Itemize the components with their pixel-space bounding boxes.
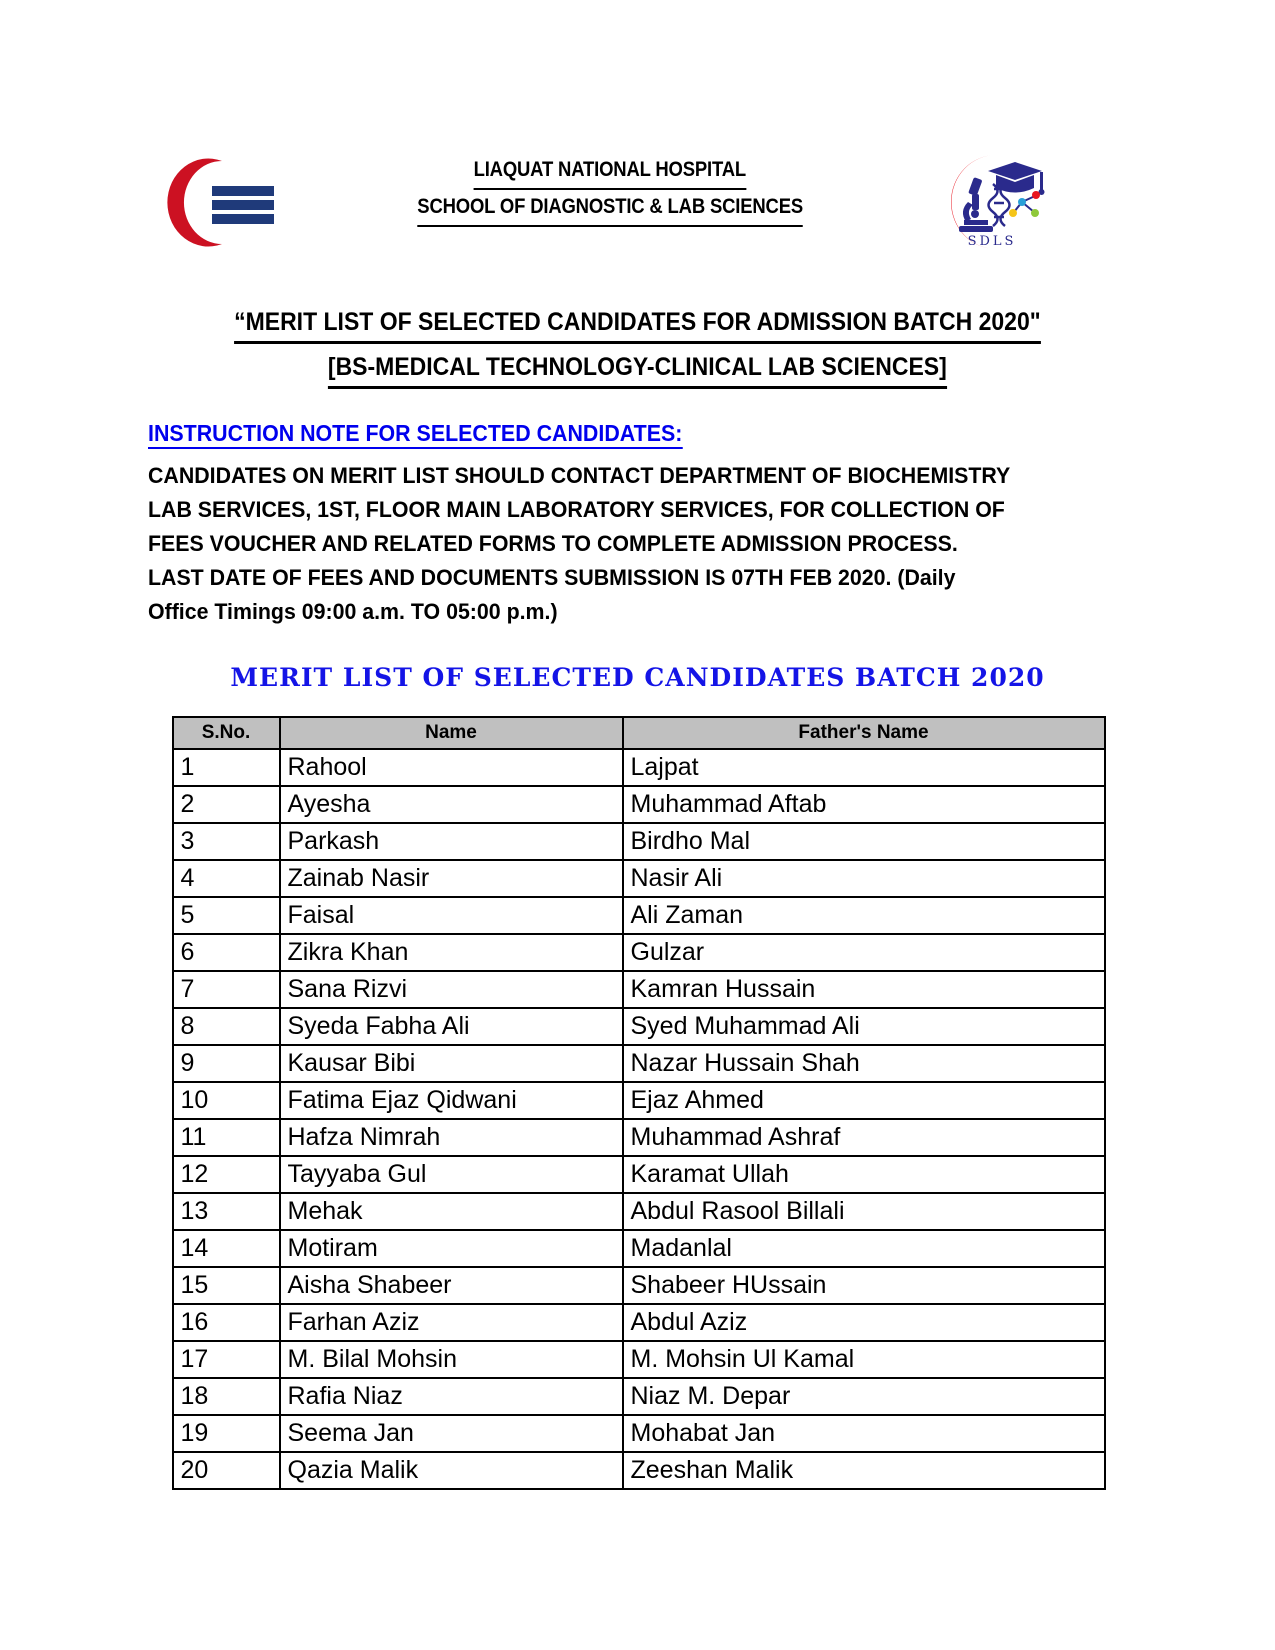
table-row	[173, 786, 1105, 823]
cell-sno: 16	[173, 1304, 280, 1341]
cell-fathers-name: Ejaz Ahmed	[623, 1082, 1105, 1119]
cell-name: Kausar Bibi	[280, 1045, 623, 1082]
cell-sno: 5	[173, 897, 280, 934]
table-row	[173, 1045, 1105, 1082]
page-subtitle: [BS-MEDICAL TECHNOLOGY-CLINICAL LAB SCIENCES]	[328, 348, 947, 389]
table-row	[173, 1378, 1105, 1415]
cell-fathers-name: Madanlal	[623, 1230, 1105, 1267]
cell-sno: 2	[173, 786, 280, 823]
cell-sno: 6	[173, 934, 280, 971]
institution-line-2: SCHOOL OF DIAGNOSTIC & LAB SCIENCES	[417, 190, 803, 227]
table-row	[173, 860, 1105, 897]
cell-fathers-name: Zeeshan Malik	[623, 1452, 1105, 1489]
cell-name: Mehak	[280, 1193, 623, 1230]
cell-fathers-name: Nasir Ali	[623, 860, 1105, 897]
cell-name: Tayyaba Gul	[280, 1156, 623, 1193]
table-row	[173, 1082, 1105, 1119]
table-row	[173, 1119, 1105, 1156]
cell-sno: 7	[173, 971, 280, 1008]
sdls-microscope-crescent-logo	[930, 150, 1055, 255]
table-row	[173, 1008, 1105, 1045]
instruction-note-section	[148, 419, 1048, 629]
table-row	[173, 971, 1105, 1008]
institution-line-1: LIAQUAT NATIONAL HOSPITAL	[474, 153, 746, 190]
merit-list-heading: MERIT LIST OF SELECTED CANDIDATES BATCH 2020	[230, 663, 1045, 692]
cell-fathers-name: Nazar Hussain Shah	[623, 1045, 1105, 1082]
cell-name: Qazia Malik	[280, 1452, 623, 1489]
cell-name: Rahool	[280, 749, 623, 786]
table-header-row	[173, 717, 1105, 749]
cell-sno: 1	[173, 749, 280, 786]
page-title: “MERIT LIST OF SELECTED CANDIDATES FOR ADMISSION BATCH 2020"	[234, 303, 1041, 344]
cell-name: Aisha Shabeer	[280, 1267, 623, 1304]
table-row	[173, 823, 1105, 860]
cell-name: Farhan Aziz	[280, 1304, 623, 1341]
cell-fathers-name: Ali Zaman	[623, 897, 1105, 934]
sdls-logo-text: SDLS	[967, 234, 1017, 249]
table-row	[173, 1193, 1105, 1230]
cell-sno: 12	[173, 1156, 280, 1193]
table-row	[173, 1304, 1105, 1341]
cell-fathers-name: Abdul Aziz	[623, 1304, 1105, 1341]
institution-name-block	[300, 153, 920, 227]
cell-name: Sana Rizvi	[280, 971, 623, 1008]
cell-name: Faisal	[280, 897, 623, 934]
liaquat-national-hospital-crescent-logo	[160, 155, 280, 250]
cell-name: M. Bilal Mohsin	[280, 1341, 623, 1378]
merit-list-table	[172, 716, 1106, 1490]
cell-sno: 19	[173, 1415, 280, 1452]
cell-fathers-name: Niaz M. Depar	[623, 1378, 1105, 1415]
cell-sno: 18	[173, 1378, 280, 1415]
merit-table-wrapper	[172, 716, 1104, 1490]
cell-fathers-name: Muhammad Aftab	[623, 786, 1105, 823]
table-row	[173, 1267, 1105, 1304]
table-row	[173, 1415, 1105, 1452]
cell-sno: 3	[173, 823, 280, 860]
column-header-sno: S.No.	[173, 717, 280, 749]
cell-sno: 9	[173, 1045, 280, 1082]
cell-sno: 8	[173, 1008, 280, 1045]
table-row	[173, 749, 1105, 786]
cell-name: Parkash	[280, 823, 623, 860]
cell-fathers-name: Shabeer HUssain	[623, 1267, 1105, 1304]
cell-fathers-name: Muhammad Ashraf	[623, 1119, 1105, 1156]
cell-name: Zikra Khan	[280, 934, 623, 971]
cell-fathers-name: Kamran Hussain	[623, 971, 1105, 1008]
cell-sno: 17	[173, 1341, 280, 1378]
cell-sno: 13	[173, 1193, 280, 1230]
cell-fathers-name: Mohabat Jan	[623, 1415, 1105, 1452]
molecule-icon	[1009, 191, 1040, 217]
cell-sno: 15	[173, 1267, 280, 1304]
document-header	[0, 145, 1275, 265]
table-row	[173, 1156, 1105, 1193]
cell-sno: 4	[173, 860, 280, 897]
table-row	[173, 1230, 1105, 1267]
cell-name: Rafia Niaz	[280, 1378, 623, 1415]
cell-sno: 10	[173, 1082, 280, 1119]
cell-sno: 11	[173, 1119, 280, 1156]
table-row	[173, 1452, 1105, 1489]
table-row	[173, 1341, 1105, 1378]
cell-fathers-name: Syed Muhammad Ali	[623, 1008, 1105, 1045]
merit-table-head	[173, 717, 1105, 749]
cell-name: Ayesha	[280, 786, 623, 823]
cell-sno: 20	[173, 1452, 280, 1489]
table-row	[173, 934, 1105, 971]
table-row	[173, 897, 1105, 934]
cell-name: Motiram	[280, 1230, 623, 1267]
merit-table-body	[173, 749, 1105, 1489]
column-header-fathers-name: Father's Name	[623, 717, 1105, 749]
cell-name: Zainab Nasir	[280, 860, 623, 897]
cell-fathers-name: Lajpat	[623, 749, 1105, 786]
cell-name: Hafza Nimrah	[280, 1119, 623, 1156]
sdls-emblem-icon	[930, 150, 1055, 255]
cell-name: Syeda Fabha Ali	[280, 1008, 623, 1045]
crescent-bars-icon	[160, 155, 280, 250]
column-header-name: Name	[280, 717, 623, 749]
cell-name: Seema Jan	[280, 1415, 623, 1452]
cell-fathers-name: Abdul Rasool Billali	[623, 1193, 1105, 1230]
instruction-note-heading: INSTRUCTION NOTE FOR SELECTED CANDIDATES:	[148, 419, 682, 449]
instruction-note-body: CANDIDATES ON MERIT LIST SHOULD CONTACT DEPARTMENT OF BIOCHEMISTRY LAB SERVICES, 1ST, FLOOR MAIN LABORATORY SERVICES, FOR COLLECTION OF FEES VOUCHER AND RELATED FORMS TO COMPLETE ADMISSION PROCESS. LAST DATE OF FEES AND DOCUMENTS SUBMISSION IS 07TH FEB 2020. (Daily Office Timings 09:00 a.m. TO 05:00 p.m.)	[148, 463, 1010, 624]
cell-fathers-name: Karamat Ullah	[623, 1156, 1105, 1193]
document-titles	[0, 303, 1275, 389]
cell-fathers-name: Gulzar	[623, 934, 1105, 971]
cell-fathers-name: Birdho Mal	[623, 823, 1105, 860]
cell-fathers-name: M. Mohsin Ul Kamal	[623, 1341, 1105, 1378]
cell-sno: 14	[173, 1230, 280, 1267]
cell-name: Fatima Ejaz Qidwani	[280, 1082, 623, 1119]
